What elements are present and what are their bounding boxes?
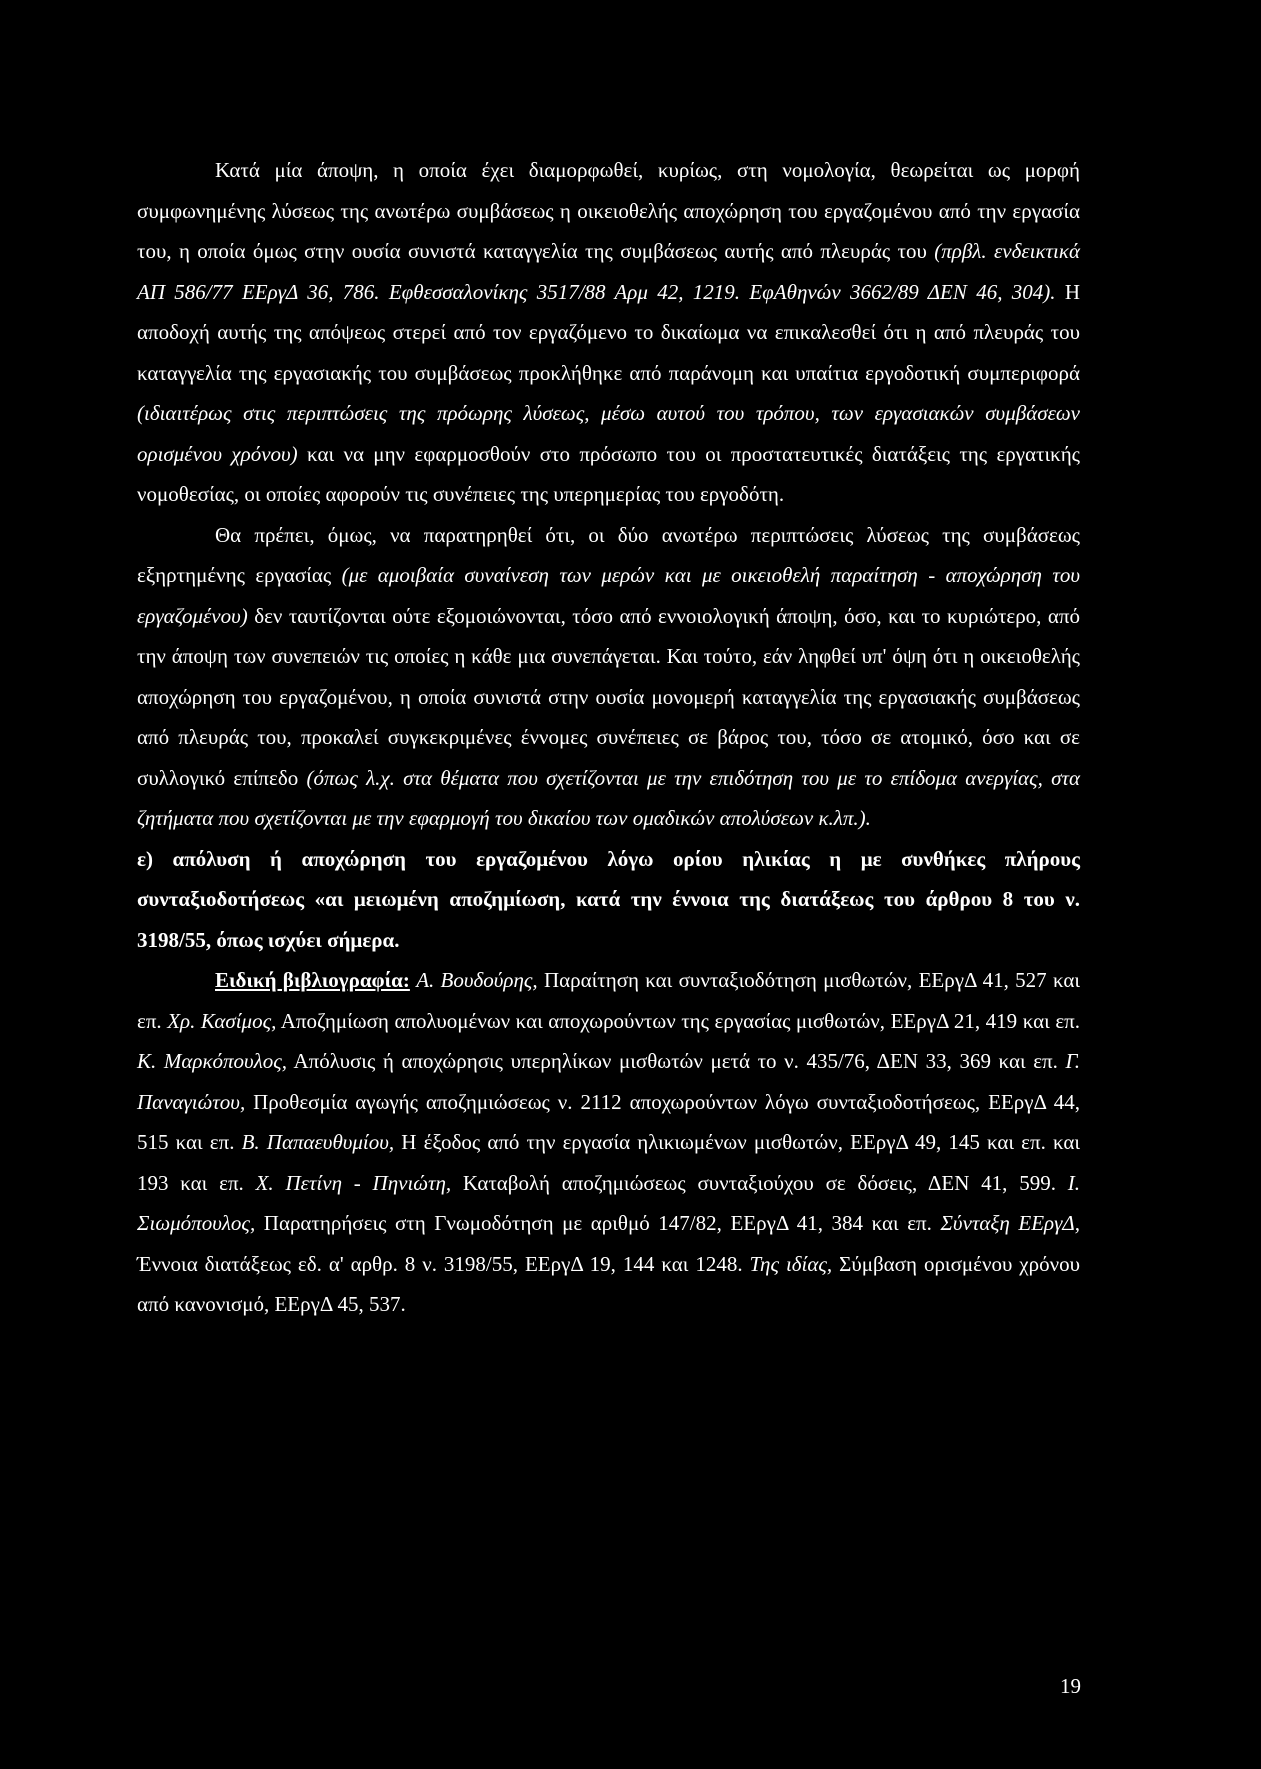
bib-author-6: Χ. Πετίνη - Πηνιώτη, <box>255 1170 452 1195</box>
bib-title-8: Έννοια διατάξεως εδ. α' αρθρ. 8 ν. 3198/55, ΕΕργΔ 19, 144 και 1248. <box>137 1251 750 1276</box>
p2-text-2: δεν ταυτίζονται ούτε εξομοιώνονται, τόσο από εννοιολογική άποψη, όσο, και το κυριώτερο, από την άποψη των συνεπειών τις οποίες η κάθε μια συνεπάγεται. Και τούτο, εάν ληφθεί υπ' όψη ότι η οικειοθελής αποχώρηση του εργαζομένου, η οποία συνιστά στην ουσία μονομερή καταγγελία της εργασιακής συμβάσεως από πλευράς του, προκαλεί συγκεκριμένες έννομες συνέπειες σε βάρος του, τόσο σε ατομικό, όσο και σε συλλογικό επίπεδο <box>137 603 1080 790</box>
p1-text-2: Η αποδοχή αυτής της απόψεως στερεί από τον εργαζόμενο το δικαίωμα να επικαλεσθεί ότι η από πλευράς του καταγγελία της εργασιακής του συμβάσεως προκλήθηκε από παράνομη και υπαίτια εργοδοτική συμπεριφορά <box>137 279 1080 385</box>
bib-author-2: Χρ. Κασίμος, <box>167 1008 277 1033</box>
bib-title-9: Σύμβαση ορισμένου χρόνου από κανονισμό, ΕΕργΔ 45, 537. <box>137 1251 1081 1316</box>
bib-title-6: Καταβολή αποζημιώσεως συνταξιούχου σε δόσεις, ΔΕΝ 41, 599. <box>451 1170 1068 1195</box>
paragraph-2 <box>137 515 1080 839</box>
p1-parenthetical: (ιδιαιτέρως στις περιπτώσεις της πρόωρης λύσεως, μέσω αυτού του τρόπου, των εργασιακών συμβάσεων ορισμένου χρόνου) <box>137 401 1080 466</box>
p2-text-1: Θα πρέπει, όμως, να παρατηρηθεί ότι, οι δύο ανωτέρω περιπτώσεις λύσεως της συμβάσεως εξηρτημένης εργασίας <box>137 522 1080 587</box>
bib-title-2: Αποζημίωση απολυομένων και αποχωρούντων της εργασίας μισθωτών, ΕΕργΔ 21, 419 και επ. <box>276 1008 1080 1033</box>
bib-author-7: Ι. Σιωμόπουλος, <box>137 1170 1080 1235</box>
p2-parenthetical-1: (με αμοιβαία συναίνεση των μερών και με οικειοθελή παραίτηση - αποχώρηση του εργαζομένου) <box>137 563 1080 628</box>
bib-title-7: Παρατηρήσεις στη Γνωμοδότηση με αριθμό 147/82, ΕΕργΔ 41, 384 και επ. <box>255 1211 941 1235</box>
bib-title-3: Απόλυσις ή αποχώρησις υπερηλίκων μισθωτών μετά το ν. 435/76, ΔΕΝ 33, 369 και επ. <box>287 1049 1066 1073</box>
bib-author-5: Β. Παπαευθυμίου, <box>241 1130 395 1154</box>
bibliography-label: Ειδική βιβλιογραφία: <box>215 968 410 992</box>
section-heading: ε) απόλυση ή αποχώρηση του εργαζομένου λόγω ορίου ηλικίας η με συνθήκες πλήρους συνταξιοδοτήσεως «αι μειωμένη αποζημίωση, κατά την έννοια της διατάξεως του άρθρου 8 του ν. 3198/55, όπως ισχύει σήμερα. <box>137 846 1080 952</box>
p1-citation: (πρβλ. ενδεικτικά ΑΠ 586/77 ΕΕργΔ 36, 786. Εφθεσσαλονίκης 3517/88 Αρμ 42, 1219. ΕφΑθηνών 3662/89 ΔΕΝ 46, 304). <box>137 239 1080 304</box>
page-number: 19 <box>1060 1674 1081 1698</box>
bib-author-8: Σύνταξη ΕΕργΔ, <box>940 1211 1080 1235</box>
bib-title-4: Προθεσμία αγωγής αποζημιώσεως ν. 2112 αποχωρούντων λόγω συνταξιοδοτήσεως, ΕΕργΔ 44, 515 και επ. <box>137 1089 1080 1154</box>
bib-author-4: Γ. Παναγιώτου, <box>137 1049 1080 1114</box>
p2-parenthetical-2: (όπως λ.χ. στα θέματα που σχετίζονται με την επιδότηση του με το επίδομα ανεργίας, στα ζητήματα που σχετίζονται με την εφαρμογή του δικαίου των ομαδικών απολύσεων κ.λπ.). <box>137 765 1080 830</box>
bib-author-9: Της ιδίας, <box>749 1251 833 1276</box>
bib-title-5: Η έξοδος από την εργασία ηλικιωμένων μισθωτών, ΕΕργΔ 49, 145 και επ. και 193 και επ. <box>137 1130 1080 1195</box>
bib-author-1: Α. Βουδούρης, <box>416 968 538 992</box>
p1-text-3: και να μην εφαρμοσθούν στο πρόσωπο του οι προστατευτικές διατάξεις της εργατικής νομοθεσίας, οι οποίες αφορούν τις συνέπειες της υπερημερίας του εργοδότη. <box>137 441 1081 506</box>
paragraph-1 <box>137 150 1080 515</box>
body-text <box>137 150 1080 1325</box>
bib-title-1: Παραίτηση και συνταξιοδότηση μισθωτών, ΕΕργΔ 41, 527 και επ. <box>137 968 1081 1033</box>
p1-text-1: Κατά μία άποψη, η οποία έχει διαμορφωθεί, κυρίως, στη νομολογία, θεωρείται ως μορφή συμφωνημένης λύσεως της ανωτέρω συμβάσεως η οικειοθελής αποχώρηση του εργαζομένου από την εργασία του, η οποία όμως στην ουσία συνιστά καταγγελία της συμβάσεως αυτής από πλευράς του <box>137 158 1080 263</box>
bibliography <box>137 960 1080 1325</box>
bib-author-3: Κ. Μαρκόπουλος, <box>137 1049 288 1073</box>
